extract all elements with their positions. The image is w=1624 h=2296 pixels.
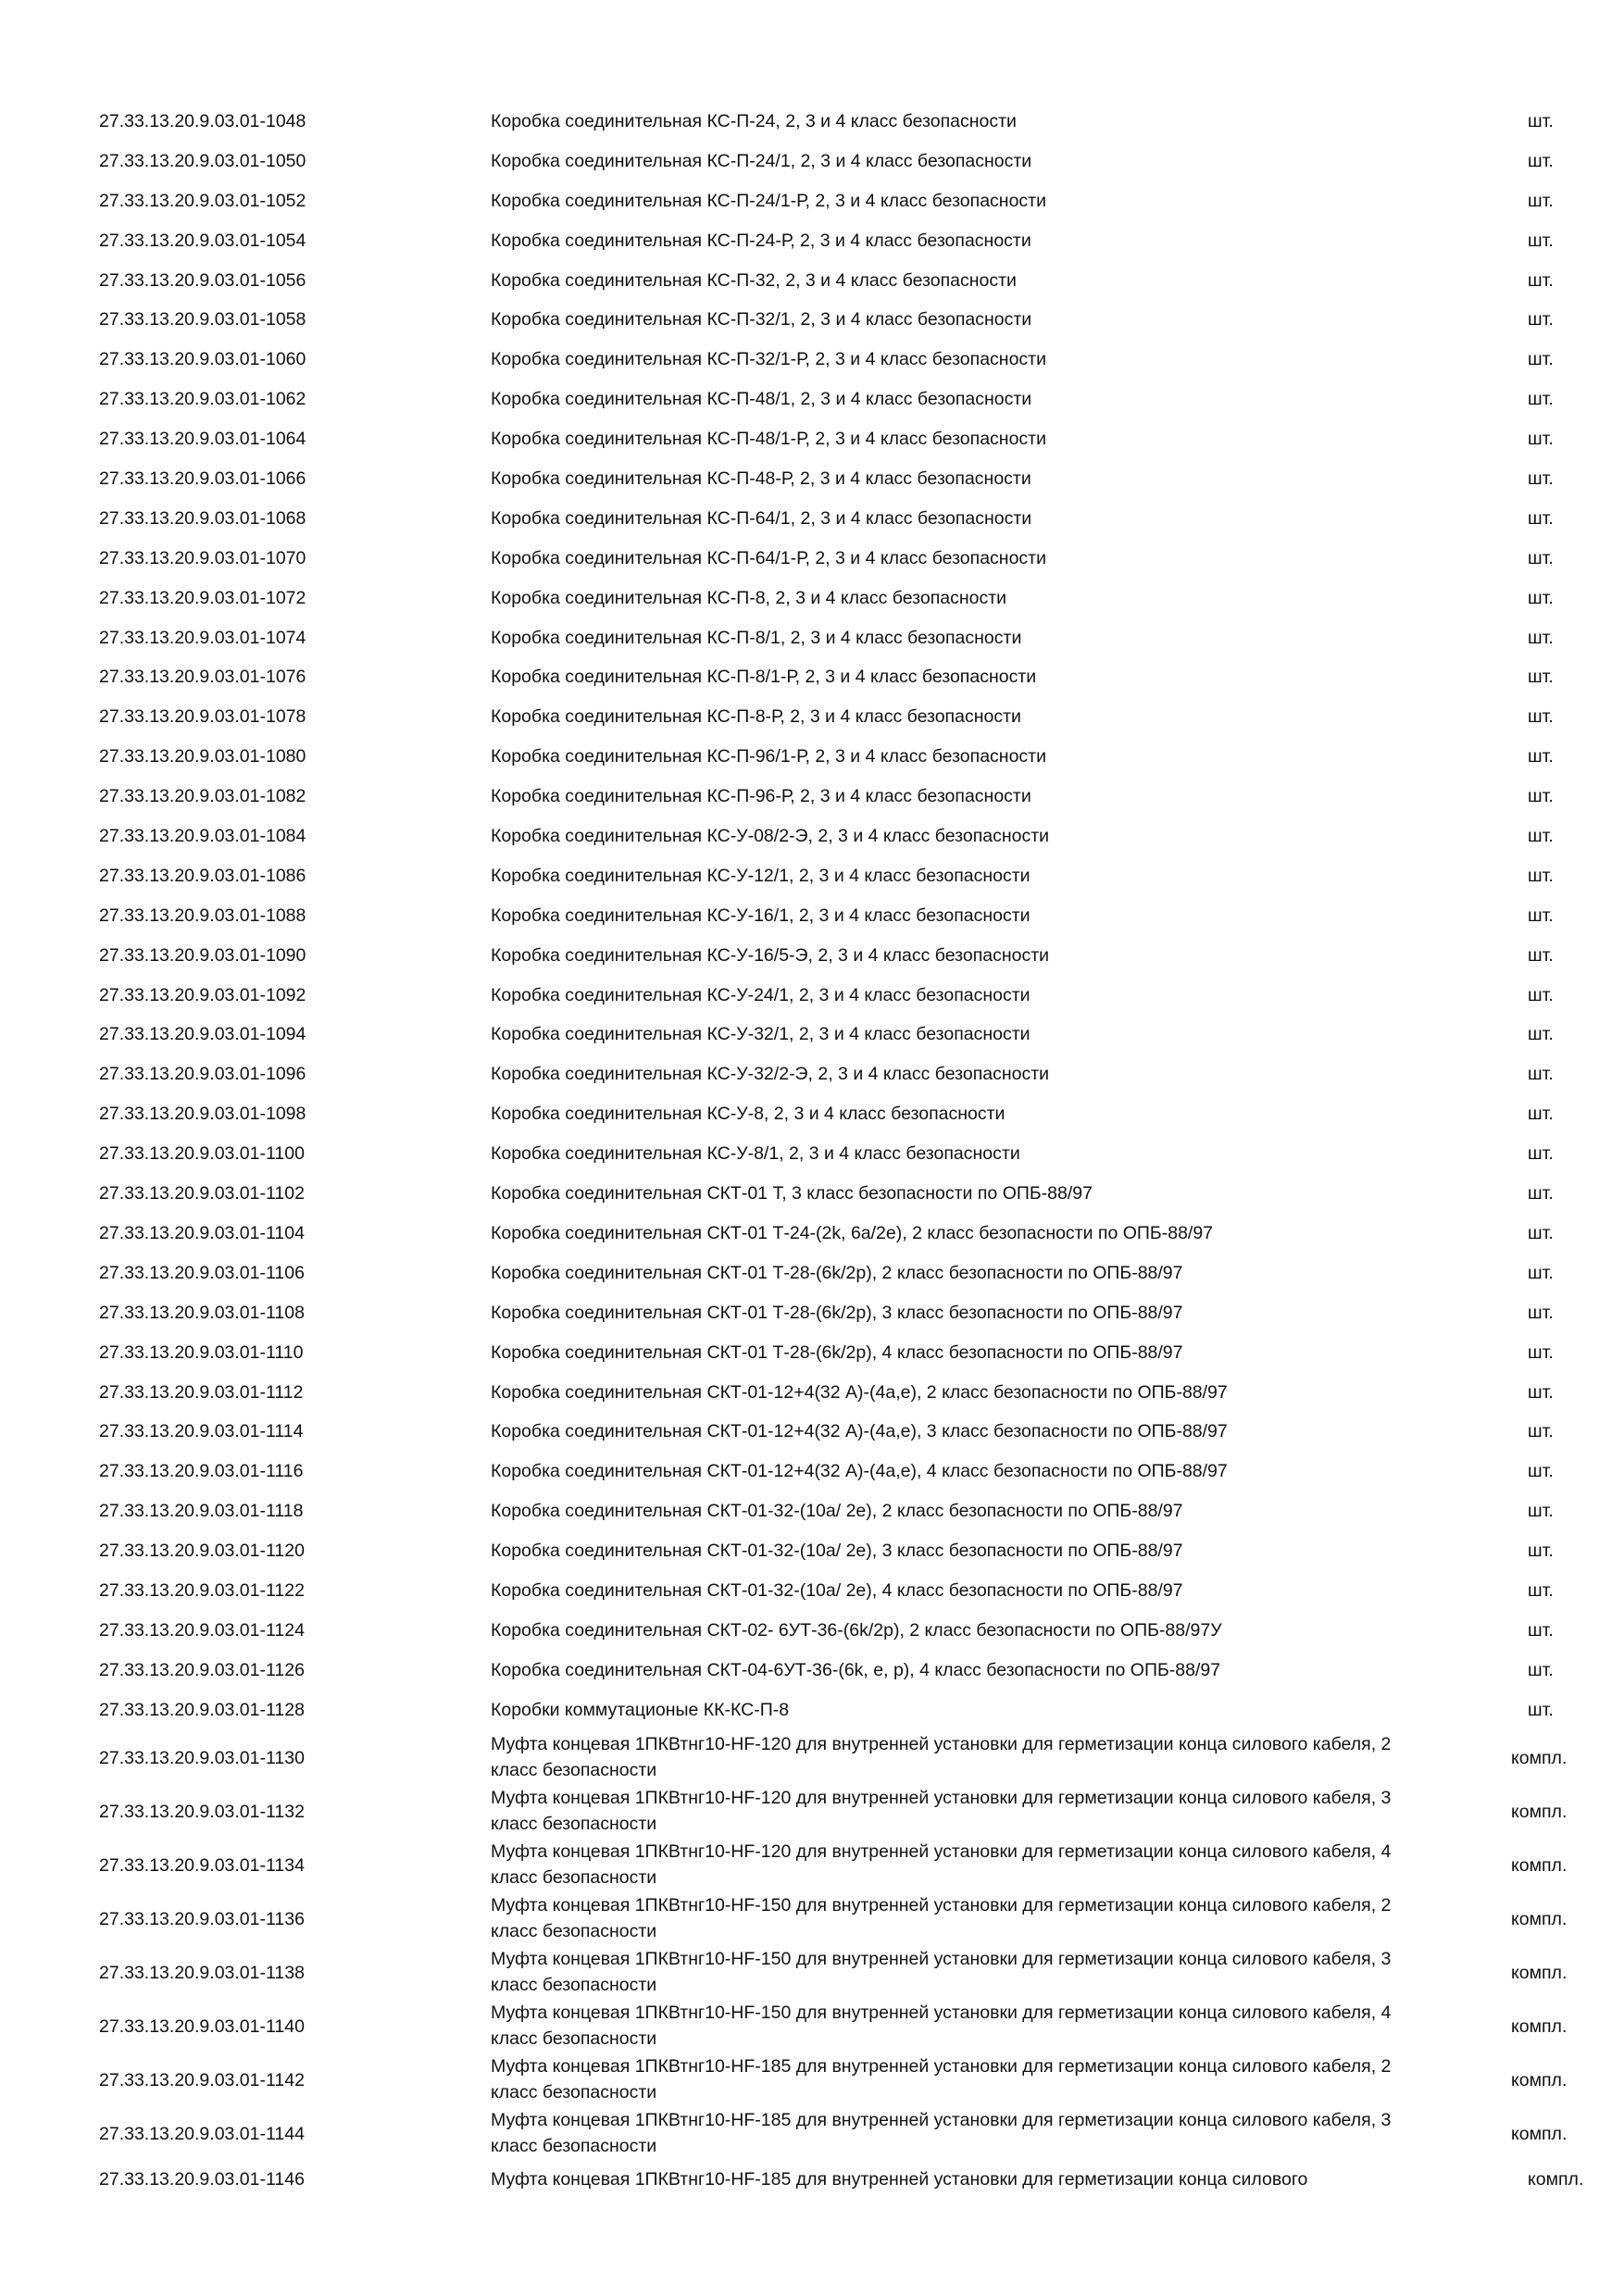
unit-cell: шт. (1528, 1064, 1554, 1085)
description-cell: Коробка соединительная КС-П-96-Р, 2, 3 и 4 класс безопасности (491, 786, 1031, 807)
table-row (0, 976, 1624, 1016)
code-cell: 27.33.13.20.9.03.01-1094 (99, 1024, 306, 1045)
unit-cell: шт. (1528, 111, 1554, 131)
description-cell: Коробка соединительная КС-П-64/1, 2, 3 и 4 класс безопасности (491, 507, 1032, 529)
description-cell: Коробка соединительная СКТ-01 Т-24-(2k, 6а/2е), 2 класс безопасности по ОПБ-88/97 (491, 1222, 1214, 1243)
code-cell: 27.33.13.20.9.03.01-1126 (99, 1659, 305, 1680)
description-cell: Коробка соединительная СКТ-02- 6УТ-36-(6k/2р), 2 класс безопасности по ОПБ-88/97У (491, 1619, 1222, 1641)
unit-cell: шт. (1528, 1659, 1554, 1680)
code-cell: 27.33.13.20.9.03.01-1072 (99, 587, 306, 608)
description-cell: Коробка соединительная СКТ-01 Т, 3 класс безопасности по ОПБ-88/97 (491, 1183, 1093, 1204)
table-row (0, 1373, 1624, 1413)
code-cell: 27.33.13.20.9.03.01-1054 (99, 230, 306, 251)
table-row (0, 1838, 1624, 1891)
unit-cell: шт. (1528, 984, 1554, 1005)
unit-cell: шт. (1528, 1143, 1554, 1165)
description-cell: Коробка соединительная КС-П-24-Р, 2, 3 и 4 класс безопасности (491, 230, 1031, 251)
code-cell: 27.33.13.20.9.03.01-1082 (99, 786, 306, 807)
description-cell: Коробка соединительная КС-П-96/1-Р, 2, 3 и 4 класс безопасности (491, 746, 1046, 767)
description-cell: Муфта концевая 1ПКВтнг10-HF-120 для внутренней установки для герметизации конца силового кабеля, 4 класс безопасности (491, 1841, 1392, 1888)
unit-cell: шт. (1528, 507, 1554, 529)
unit-cell: шт. (1528, 1183, 1554, 1204)
table-row (0, 380, 1624, 419)
code-cell: 27.33.13.20.9.03.01-1136 (99, 1908, 305, 1929)
description-cell: Муфта концевая 1ПКВтнг10-HF-150 для внутренней установки для герметизации конца силового кабеля, 2 класс безопасности (491, 1894, 1392, 1941)
code-cell: 27.33.13.20.9.03.01-1088 (99, 905, 306, 926)
unit-cell: шт. (1528, 1699, 1554, 1720)
unit-cell: шт. (1528, 230, 1554, 251)
code-cell: 27.33.13.20.9.03.01-1110 (99, 1341, 304, 1363)
code-cell: 27.33.13.20.9.03.01-1074 (99, 627, 306, 648)
description-cell: Коробка соединительная КС-У-16/1, 2, 3 и 4 класс безопасности (491, 905, 1031, 926)
description-cell: Коробка соединительная КС-П-32/1-Р, 2, 3 и 4 класс безопасности (491, 349, 1046, 370)
code-cell: 27.33.13.20.9.03.01-1140 (99, 2015, 305, 2037)
table-row (0, 1651, 1624, 1691)
unit-cell: шт. (1528, 1104, 1554, 1125)
unit-cell: шт. (1528, 1541, 1554, 1562)
code-cell: 27.33.13.20.9.03.01-1092 (99, 984, 306, 1005)
unit-cell: шт. (1528, 826, 1554, 847)
description-cell: Коробка соединительная СКТ-01 Т-28-(6k/2р), 2 класс безопасности по ОПБ-88/97 (491, 1262, 1183, 1283)
code-cell: 27.33.13.20.9.03.01-1058 (99, 309, 306, 331)
table-row (0, 181, 1624, 221)
code-cell: 27.33.13.20.9.03.01-1142 (99, 2070, 305, 2091)
table-row (0, 300, 1624, 340)
description-cell: Коробка соединительная СКТ-01-12+4(32 А)-(4а,е), 2 класс безопасности по ОПБ-88/97 (491, 1381, 1228, 1403)
unit-cell: шт. (1528, 706, 1554, 728)
code-cell: 27.33.13.20.9.03.01-1108 (99, 1302, 305, 1323)
description-cell: Коробка соединительная КС-У-8, 2, 3 и 4 класс безопасности (491, 1104, 1006, 1125)
unit-cell: компл. (1511, 1801, 1568, 1822)
description-cell: Коробка соединительная КС-П-32, 2, 3 и 4 класс безопасности (491, 269, 1017, 291)
unit-cell: шт. (1528, 309, 1554, 331)
description-cell: Коробка соединительная КС-П-32/1, 2, 3 и 4 класс безопасности (491, 309, 1032, 331)
description-cell: Коробка соединительная КС-У-08/2-Э, 2, 3 и 4 класс безопасности (491, 826, 1050, 847)
code-cell: 27.33.13.20.9.03.01-1080 (99, 746, 306, 767)
description-cell: Коробка соединительная КС-П-8/1-Р, 2, 3 и 4 класс безопасности (491, 667, 1037, 688)
table-row (0, 697, 1624, 737)
description-cell: Коробки коммутационые КК-КС-П-8 (491, 1699, 790, 1720)
description-cell: Коробка соединительная КС-П-24/1, 2, 3 и 4 класс безопасности (491, 150, 1032, 171)
description-cell: Коробка соединительная КС-П-24, 2, 3 и 4 класс безопасности (491, 111, 1017, 131)
code-cell: 27.33.13.20.9.03.01-1120 (99, 1541, 305, 1562)
description-cell: Муфта концевая 1ПКВтнг10-HF-150 для внутренней установки для герметизации конца силового кабеля, 3 класс безопасности (491, 1948, 1392, 1995)
unit-cell: шт. (1528, 429, 1554, 450)
description-cell: Коробка соединительная КС-У-16/5-Э, 2, 3 и 4 класс безопасности (491, 944, 1050, 966)
code-cell: 27.33.13.20.9.03.01-1104 (99, 1222, 305, 1243)
code-cell: 27.33.13.20.9.03.01-1132 (99, 1801, 305, 1822)
description-cell: Коробка соединительная КС-У-24/1, 2, 3 и 4 класс безопасности (491, 984, 1031, 1005)
unit-cell: шт. (1528, 865, 1554, 886)
description-cell: Коробка соединительная КС-П-24/1-Р, 2, 3 и 4 класс безопасности (491, 190, 1046, 211)
unit-cell: шт. (1528, 944, 1554, 966)
unit-cell: компл. (1511, 2070, 1568, 2091)
code-cell: 27.33.13.20.9.03.01-1052 (99, 190, 306, 211)
code-cell: 27.33.13.20.9.03.01-1114 (99, 1421, 304, 1442)
table-row (0, 1571, 1624, 1611)
table-row (0, 1945, 1624, 1999)
unit-cell: шт. (1528, 1262, 1554, 1283)
table-row (0, 1015, 1624, 1054)
table-row (0, 1531, 1624, 1571)
unit-cell: компл. (1511, 2015, 1568, 2037)
description-cell: Муфта концевая 1ПКВтнг10-HF-185 для внутренней установки для герметизации конца силового (491, 2169, 1308, 2190)
code-cell: 27.33.13.20.9.03.01-1138 (99, 1962, 305, 1983)
description-cell: Коробка соединительная КС-П-8, 2, 3 и 4 класс безопасности (491, 587, 1007, 608)
table-row (0, 499, 1624, 539)
description-cell: Коробка соединительная КС-П-8/1, 2, 3 и 4 класс безопасности (491, 627, 1022, 648)
description-cell: Муфта концевая 1ПКВтнг10-HF-185 для внутренней установки для герметизации конца силового кабеля, 2 класс безопасности (491, 2056, 1392, 2103)
description-cell: Коробка соединительная КС-П-8-Р, 2, 3 и 4 класс безопасности (491, 706, 1021, 728)
description-cell: Коробка соединительная СКТ-01 Т-28-(6k/2р), 3 класс безопасности по ОПБ-88/97 (491, 1302, 1183, 1323)
table-row (0, 102, 1624, 142)
description-cell: Коробка соединительная КС-У-12/1, 2, 3 и 4 класс безопасности (491, 865, 1031, 886)
unit-cell: шт. (1528, 1341, 1554, 1363)
code-cell: 27.33.13.20.9.03.01-1076 (99, 667, 306, 688)
code-cell: 27.33.13.20.9.03.01-1060 (99, 349, 306, 370)
table-row (0, 1134, 1624, 1174)
table-row (0, 1999, 1624, 2053)
code-cell: 27.33.13.20.9.03.01-1090 (99, 944, 306, 966)
unit-cell: шт. (1528, 269, 1554, 291)
table-row (0, 142, 1624, 181)
unit-cell: шт. (1528, 786, 1554, 807)
code-cell: 27.33.13.20.9.03.01-1068 (99, 507, 306, 529)
unit-cell: шт. (1528, 1619, 1554, 1641)
table-row (0, 856, 1624, 896)
code-cell: 27.33.13.20.9.03.01-1084 (99, 826, 306, 847)
document-table (0, 102, 1624, 2200)
code-cell: 27.33.13.20.9.03.01-1134 (99, 1854, 305, 1876)
table-row (0, 1452, 1624, 1491)
table-row (0, 1491, 1624, 1531)
code-cell: 27.33.13.20.9.03.01-1100 (99, 1143, 305, 1165)
table-row (0, 261, 1624, 301)
code-cell: 27.33.13.20.9.03.01-1050 (99, 150, 306, 171)
unit-cell: компл. (1511, 1747, 1568, 1768)
code-cell: 27.33.13.20.9.03.01-1096 (99, 1064, 306, 1085)
description-cell: Муфта концевая 1ПКВтнг10-HF-120 для внутренней установки для герметизации конца силового кабеля, 3 класс безопасности (491, 1787, 1392, 1834)
unit-cell: шт. (1528, 905, 1554, 926)
code-cell: 27.33.13.20.9.03.01-1048 (99, 111, 306, 131)
table-row (0, 2160, 1624, 2200)
table-row (0, 1891, 1624, 1945)
code-cell: 27.33.13.20.9.03.01-1066 (99, 468, 306, 490)
unit-cell: шт. (1528, 389, 1554, 410)
code-cell: 27.33.13.20.9.03.01-1122 (99, 1579, 305, 1601)
table-row (0, 459, 1624, 499)
code-cell: 27.33.13.20.9.03.01-1146 (99, 2169, 305, 2190)
unit-cell: компл. (1511, 2124, 1568, 2145)
code-cell: 27.33.13.20.9.03.01-1112 (99, 1381, 304, 1403)
table-row (0, 2106, 1624, 2160)
code-cell: 27.33.13.20.9.03.01-1144 (99, 2124, 305, 2145)
code-cell: 27.33.13.20.9.03.01-1098 (99, 1104, 306, 1125)
code-cell: 27.33.13.20.9.03.01-1128 (99, 1699, 305, 1720)
table-row (0, 936, 1624, 976)
unit-cell: шт. (1528, 547, 1554, 568)
unit-cell: шт. (1528, 627, 1554, 648)
description-cell: Коробка соединительная СКТ-01 Т-28-(6k/2р), 4 класс безопасности по ОПБ-88/97 (491, 1341, 1183, 1363)
table-row (0, 1784, 1624, 1838)
table-row (0, 1293, 1624, 1333)
unit-cell: шт. (1528, 1461, 1554, 1482)
unit-cell: шт. (1528, 1302, 1554, 1323)
unit-cell: шт. (1528, 1421, 1554, 1442)
table-row (0, 539, 1624, 579)
code-cell: 27.33.13.20.9.03.01-1056 (99, 269, 306, 291)
table-row (0, 1333, 1624, 1373)
code-cell: 27.33.13.20.9.03.01-1102 (99, 1183, 305, 1204)
code-cell: 27.33.13.20.9.03.01-1064 (99, 429, 306, 450)
code-cell: 27.33.13.20.9.03.01-1130 (99, 1747, 305, 1768)
code-cell: 27.33.13.20.9.03.01-1118 (99, 1501, 304, 1522)
table-row (0, 2053, 1624, 2106)
unit-cell: компл. (1511, 1908, 1568, 1929)
table-row (0, 419, 1624, 459)
unit-cell: шт. (1528, 1501, 1554, 1522)
table-row (0, 1254, 1624, 1293)
description-cell: Коробка соединительная СКТ-01-32-(10а/ 2е), 2 класс безопасности по ОПБ-88/97 (491, 1501, 1183, 1522)
unit-cell: шт. (1528, 1579, 1554, 1601)
description-cell: Коробка соединительная СКТ-04-6УТ-36-(6k, е, р), 4 класс безопасности по ОПБ-88/97 (491, 1659, 1221, 1680)
description-cell: Коробка соединительная СКТ-01-32-(10а/ 2е), 4 класс безопасности по ОПБ-88/97 (491, 1579, 1183, 1601)
unit-cell: шт. (1528, 1024, 1554, 1045)
description-cell: Коробка соединительная КС-П-48/1, 2, 3 и 4 класс безопасности (491, 389, 1032, 410)
code-cell: 27.33.13.20.9.03.01-1086 (99, 865, 306, 886)
description-cell: Коробка соединительная КС-П-64/1-Р, 2, 3 и 4 класс безопасности (491, 547, 1046, 568)
unit-cell: шт. (1528, 587, 1554, 608)
description-cell: Коробка соединительная КС-У-32/1, 2, 3 и 4 класс безопасности (491, 1024, 1031, 1045)
unit-cell: компл. (1528, 2169, 1584, 2190)
table-row (0, 1214, 1624, 1254)
table-row (0, 896, 1624, 936)
unit-cell: шт. (1528, 1222, 1554, 1243)
table-row (0, 737, 1624, 777)
description-cell: Коробка соединительная КС-П-48/1-Р, 2, 3 и 4 класс безопасности (491, 429, 1046, 450)
unit-cell: шт. (1528, 746, 1554, 767)
unit-cell: компл. (1511, 1962, 1568, 1983)
code-cell: 27.33.13.20.9.03.01-1124 (99, 1619, 305, 1641)
description-cell: Муфта концевая 1ПКВтнг10-HF-150 для внутренней установки для герметизации конца силового кабеля, 4 класс безопасности (491, 2002, 1392, 2049)
table-row (0, 1691, 1624, 1730)
table-row (0, 1174, 1624, 1214)
table-row (0, 618, 1624, 658)
description-cell: Муфта концевая 1ПКВтнг10-HF-185 для внутренней установки для герметизации конца силового кабеля, 3 класс безопасности (491, 2110, 1392, 2157)
table-row (0, 579, 1624, 618)
table-row (0, 1054, 1624, 1094)
table-row (0, 221, 1624, 261)
table-row (0, 1094, 1624, 1134)
unit-cell: шт. (1528, 667, 1554, 688)
description-cell: Коробка соединительная КС-П-48-Р, 2, 3 и 4 класс безопасности (491, 468, 1031, 490)
table-row (0, 1730, 1624, 1784)
code-cell: 27.33.13.20.9.03.01-1106 (99, 1262, 305, 1283)
unit-cell: шт. (1528, 150, 1554, 171)
unit-cell: шт. (1528, 1381, 1554, 1403)
table-row (0, 1412, 1624, 1452)
code-cell: 27.33.13.20.9.03.01-1116 (99, 1461, 304, 1482)
table-row (0, 340, 1624, 380)
description-cell: Коробка соединительная СКТ-01-12+4(32 А)-(4а,е), 3 класс безопасности по ОПБ-88/97 (491, 1421, 1228, 1442)
code-cell: 27.33.13.20.9.03.01-1062 (99, 389, 306, 410)
description-cell: Коробка соединительная КС-У-32/2-Э, 2, 3 и 4 класс безопасности (491, 1064, 1050, 1085)
description-cell: Муфта концевая 1ПКВтнг10-HF-120 для внутренней установки для герметизации конца силового кабеля, 2 класс безопасности (491, 1733, 1392, 1780)
unit-cell: компл. (1511, 1854, 1568, 1876)
code-cell: 27.33.13.20.9.03.01-1070 (99, 547, 306, 568)
unit-cell: шт. (1528, 468, 1554, 490)
description-cell: Коробка соединительная СКТ-01-32-(10а/ 2е), 3 класс безопасности по ОПБ-88/97 (491, 1541, 1183, 1562)
description-cell: Коробка соединительная КС-У-8/1, 2, 3 и 4 класс безопасности (491, 1143, 1020, 1165)
unit-cell: шт. (1528, 349, 1554, 370)
table-row (0, 1611, 1624, 1651)
table-row (0, 657, 1624, 697)
table-row (0, 777, 1624, 817)
unit-cell: шт. (1528, 190, 1554, 211)
description-cell: Коробка соединительная СКТ-01-12+4(32 А)-(4а,е), 4 класс безопасности по ОПБ-88/97 (491, 1461, 1228, 1482)
table-row (0, 817, 1624, 856)
code-cell: 27.33.13.20.9.03.01-1078 (99, 706, 306, 728)
